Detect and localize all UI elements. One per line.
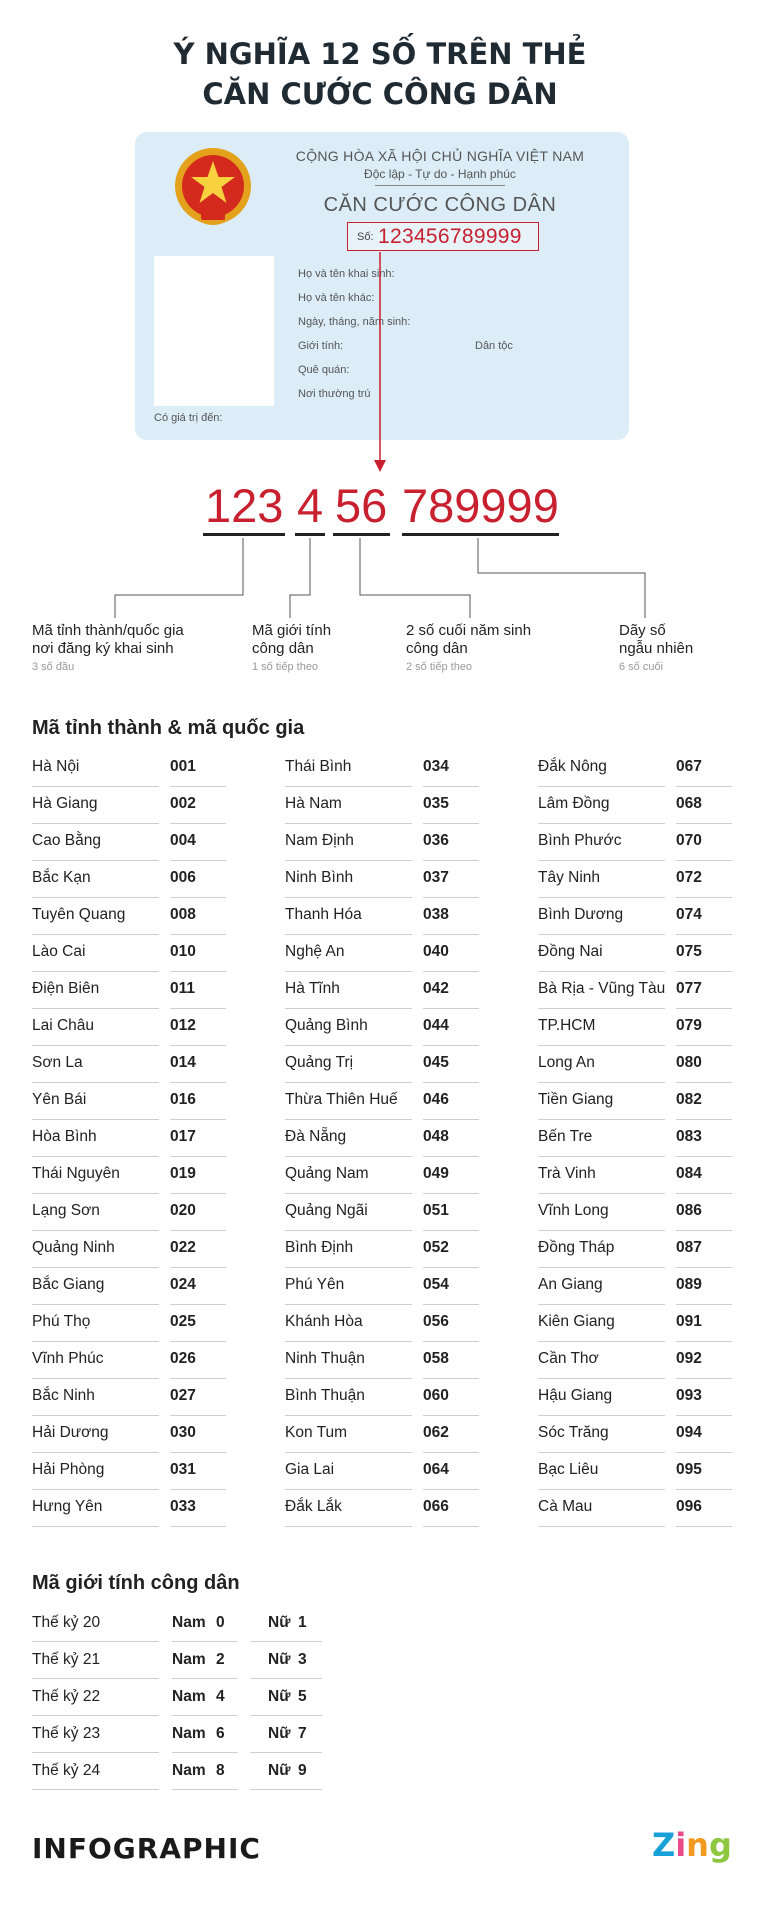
province-name: Hà Nam xyxy=(285,795,342,812)
province-code: 072 xyxy=(676,869,702,886)
province-row xyxy=(32,1342,226,1379)
province-code: 016 xyxy=(170,1091,196,1108)
male-label: Nam xyxy=(172,1688,206,1705)
digits-random: 789999 xyxy=(402,479,559,532)
national-emblem-icon xyxy=(171,144,255,236)
title-line-2: CĂN CƯỚC CÔNG DÂN xyxy=(202,77,558,111)
province-name: Lâm Đồng xyxy=(538,795,610,812)
province-name: Bình Phước xyxy=(538,832,622,849)
province-row xyxy=(538,1379,732,1416)
label-birth-year-line2: công dân xyxy=(406,640,468,657)
province-name: Tiền Giang xyxy=(538,1091,614,1108)
province-code: 051 xyxy=(423,1202,449,1219)
province-row xyxy=(32,898,226,935)
province-row xyxy=(32,1120,226,1157)
province-row xyxy=(538,935,732,972)
province-code: 082 xyxy=(676,1091,702,1108)
underline-province xyxy=(203,533,285,536)
province-code: 049 xyxy=(423,1165,449,1182)
row-divider xyxy=(423,1526,479,1527)
province-name: Quảng Bình xyxy=(285,1017,368,1034)
province-name: Thái Bình xyxy=(285,758,352,775)
province-name: Bà Rịa - Vũng Tàu xyxy=(538,980,666,997)
province-row xyxy=(285,1490,479,1527)
male-code: 6 xyxy=(216,1725,225,1742)
province-code: 064 xyxy=(423,1461,449,1478)
province-row xyxy=(285,861,479,898)
province-name: Sơn La xyxy=(32,1054,83,1071)
connector-1 xyxy=(115,538,243,618)
row-divider xyxy=(538,1526,665,1527)
province-code: 022 xyxy=(170,1239,196,1256)
province-row xyxy=(538,1083,732,1120)
province-name: Bình Dương xyxy=(538,906,624,923)
province-name: Thanh Hóa xyxy=(285,906,362,923)
province-row xyxy=(32,1046,226,1083)
province-row xyxy=(32,972,226,1009)
province-name: Khánh Hòa xyxy=(285,1313,363,1330)
province-code: 042 xyxy=(423,980,449,997)
province-name: Ninh Bình xyxy=(285,869,354,886)
field-other-name: Họ và tên khác: xyxy=(298,292,375,304)
province-code: 020 xyxy=(170,1202,196,1219)
province-code: 056 xyxy=(423,1313,449,1330)
century-label: Thế kỷ 21 xyxy=(32,1651,101,1668)
field-expiry: Có giá trị đến: xyxy=(154,412,223,424)
province-code: 024 xyxy=(170,1276,196,1293)
province-row xyxy=(285,1453,479,1490)
gender-section-title: Mã giới tính công dân xyxy=(32,1572,240,1594)
province-row xyxy=(32,861,226,898)
gender-row xyxy=(32,1679,352,1716)
province-name: Hưng Yên xyxy=(32,1498,103,1515)
province-name: Long An xyxy=(538,1054,595,1071)
field-full-name: Họ và tên khai sinh: xyxy=(298,268,395,280)
province-name: Yên Bái xyxy=(32,1091,87,1108)
province-name: Hải Dương xyxy=(32,1424,109,1441)
province-name: Thái Nguyên xyxy=(32,1165,120,1182)
zing-logo-g: g xyxy=(708,1826,732,1864)
female-label: Nữ xyxy=(268,1614,291,1631)
province-code: 089 xyxy=(676,1276,702,1293)
province-row xyxy=(32,1194,226,1231)
province-row xyxy=(285,750,479,787)
province-code: 030 xyxy=(170,1424,196,1441)
province-code: 031 xyxy=(170,1461,196,1478)
zing-logo-z: Z xyxy=(652,1826,676,1864)
province-row xyxy=(32,1231,226,1268)
province-code: 091 xyxy=(676,1313,702,1330)
province-code: 070 xyxy=(676,832,702,849)
province-name: Cà Mau xyxy=(538,1498,593,1515)
province-name: An Giang xyxy=(538,1276,603,1293)
female-code: 7 xyxy=(298,1725,307,1742)
card-number-label: Số: xyxy=(357,231,374,243)
province-code: 052 xyxy=(423,1239,449,1256)
label-gender xyxy=(252,622,392,674)
province-name: Bình Định xyxy=(285,1239,354,1256)
province-code: 066 xyxy=(423,1498,449,1515)
province-row xyxy=(285,1268,479,1305)
label-random-line1: Dãy số xyxy=(619,622,666,639)
province-code: 096 xyxy=(676,1498,702,1515)
row-divider xyxy=(285,1526,412,1527)
province-name: Vĩnh Long xyxy=(538,1202,609,1219)
province-name: Hậu Giang xyxy=(538,1387,613,1404)
province-code: 084 xyxy=(676,1165,702,1182)
digits-gender: 4 xyxy=(297,479,324,532)
province-code: 095 xyxy=(676,1461,702,1478)
underline-birth-year xyxy=(333,533,390,536)
province-code: 040 xyxy=(423,943,449,960)
province-code: 014 xyxy=(170,1054,196,1071)
label-province-sub: 3 số đầu xyxy=(32,661,75,673)
province-row xyxy=(285,1046,479,1083)
male-code: 2 xyxy=(216,1651,225,1668)
female-code: 9 xyxy=(298,1762,307,1779)
province-name: Hà Nội xyxy=(32,758,80,775)
province-row xyxy=(285,1009,479,1046)
century-label: Thế kỷ 24 xyxy=(32,1762,101,1779)
province-row xyxy=(538,1342,732,1379)
male-code: 0 xyxy=(216,1614,225,1631)
label-gender-line1: Mã giới tính xyxy=(252,622,332,639)
province-row xyxy=(285,935,479,972)
province-code: 060 xyxy=(423,1387,449,1404)
province-code: 074 xyxy=(676,906,702,923)
province-code: 080 xyxy=(676,1054,702,1071)
province-name: Lào Cai xyxy=(32,943,86,960)
province-row xyxy=(538,1046,732,1083)
province-row xyxy=(285,1157,479,1194)
province-code: 036 xyxy=(423,832,449,849)
card-number-value: 123456789999 xyxy=(378,225,522,248)
gender-row xyxy=(32,1753,352,1790)
province-name: Lạng Sơn xyxy=(32,1202,100,1219)
male-label: Nam xyxy=(172,1614,206,1631)
province-name: Nam Định xyxy=(285,832,354,849)
province-row xyxy=(538,1453,732,1490)
province-name: Tây Ninh xyxy=(538,869,601,886)
province-code: 008 xyxy=(170,906,196,923)
province-row xyxy=(285,1120,479,1157)
province-name: Bắc Kạn xyxy=(32,869,91,886)
province-name: TP.HCM xyxy=(538,1017,596,1034)
province-code: 006 xyxy=(170,869,196,886)
province-code: 038 xyxy=(423,906,449,923)
label-random xyxy=(619,622,739,674)
province-code: 027 xyxy=(170,1387,196,1404)
female-label: Nữ xyxy=(268,1688,291,1705)
province-row xyxy=(538,1305,732,1342)
province-row xyxy=(32,1083,226,1120)
province-row xyxy=(285,1194,479,1231)
province-row xyxy=(285,824,479,861)
province-row xyxy=(538,1416,732,1453)
province-name: Vĩnh Phúc xyxy=(32,1350,104,1367)
photo-placeholder xyxy=(154,256,274,406)
label-province xyxy=(32,622,222,674)
province-name: Quảng Ninh xyxy=(32,1239,115,1256)
province-code: 086 xyxy=(676,1202,702,1219)
label-random-sub: 6 số cuối xyxy=(619,661,664,673)
label-birth-year-line1: 2 số cuối năm sinh xyxy=(406,622,532,639)
province-row xyxy=(285,1231,479,1268)
province-row xyxy=(32,824,226,861)
province-row xyxy=(32,1416,226,1453)
province-name: Hà Tĩnh xyxy=(285,980,340,997)
province-row xyxy=(538,1268,732,1305)
province-code: 077 xyxy=(676,980,702,997)
underline-gender xyxy=(295,533,325,536)
province-name: Quảng Trị xyxy=(285,1054,354,1071)
female-code: 1 xyxy=(298,1614,307,1631)
province-row xyxy=(32,1305,226,1342)
province-name: Hà Giang xyxy=(32,795,98,812)
province-code: 025 xyxy=(170,1313,196,1330)
row-divider xyxy=(32,1789,159,1790)
female-code: 5 xyxy=(298,1688,307,1705)
province-code: 045 xyxy=(423,1054,449,1071)
province-name: Phú Yên xyxy=(285,1276,345,1293)
province-name: Bắc Ninh xyxy=(32,1387,95,1404)
province-code: 087 xyxy=(676,1239,702,1256)
field-dob: Ngày, tháng, năm sinh: xyxy=(298,316,411,328)
province-code: 037 xyxy=(423,869,449,886)
field-ethnicity: Dân tộc xyxy=(475,340,513,352)
province-name: Bình Thuận xyxy=(285,1387,365,1404)
label-province-line1: Mã tỉnh thành/quốc gia xyxy=(32,622,184,639)
province-name: Ninh Thuận xyxy=(285,1350,365,1367)
male-code: 4 xyxy=(216,1688,225,1705)
century-label: Thế kỷ 20 xyxy=(32,1614,101,1631)
province-code: 092 xyxy=(676,1350,702,1367)
province-row xyxy=(32,1157,226,1194)
province-code: 058 xyxy=(423,1350,449,1367)
label-random-line2: ngẫu nhiên xyxy=(619,640,694,657)
province-name: Bến Tre xyxy=(538,1128,593,1145)
province-name: Gia Lai xyxy=(285,1461,335,1478)
field-gender: Giới tính: xyxy=(298,340,344,352)
province-name: Lai Châu xyxy=(32,1017,95,1034)
province-row xyxy=(538,1490,732,1527)
province-name: Quảng Ngãi xyxy=(285,1202,368,1219)
female-label: Nữ xyxy=(268,1725,291,1742)
province-row xyxy=(32,1268,226,1305)
province-name: Trà Vinh xyxy=(538,1165,596,1182)
province-row xyxy=(32,750,226,787)
province-name: Đà Nẵng xyxy=(285,1128,347,1145)
province-code: 033 xyxy=(170,1498,196,1515)
province-row xyxy=(285,972,479,1009)
label-birth-year xyxy=(406,622,566,674)
row-divider xyxy=(676,1526,732,1527)
province-code: 034 xyxy=(423,758,449,775)
province-code: 062 xyxy=(423,1424,449,1441)
province-row xyxy=(285,1342,479,1379)
card-motto: Độc lập - Tự do - Hạnh phúc xyxy=(364,167,516,181)
male-code: 8 xyxy=(216,1762,225,1779)
province-name: Sóc Trăng xyxy=(538,1424,609,1441)
row-divider xyxy=(170,1526,226,1527)
province-code: 035 xyxy=(423,795,449,812)
province-row xyxy=(285,1416,479,1453)
underline-random xyxy=(402,533,559,536)
province-row xyxy=(538,1157,732,1194)
male-label: Nam xyxy=(172,1651,206,1668)
province-row xyxy=(538,1194,732,1231)
province-code: 075 xyxy=(676,943,702,960)
province-row xyxy=(538,898,732,935)
province-code: 017 xyxy=(170,1128,196,1145)
province-code: 094 xyxy=(676,1424,702,1441)
zing-logo-i: i xyxy=(675,1826,687,1864)
province-code: 002 xyxy=(170,795,196,812)
province-row xyxy=(32,787,226,824)
row-divider xyxy=(250,1789,322,1790)
province-code: 054 xyxy=(423,1276,449,1293)
gender-row xyxy=(32,1642,352,1679)
province-code: 012 xyxy=(170,1017,196,1034)
connector-4 xyxy=(478,538,645,618)
province-name: Đắk Lắk xyxy=(285,1498,342,1515)
label-birth-year-sub: 2 số tiếp theo xyxy=(406,661,473,673)
province-code: 046 xyxy=(423,1091,449,1108)
province-name: Điện Biên xyxy=(32,980,100,997)
province-code: 026 xyxy=(170,1350,196,1367)
province-code: 083 xyxy=(676,1128,702,1145)
province-row xyxy=(538,861,732,898)
province-code: 048 xyxy=(423,1128,449,1145)
province-name: Đắk Nông xyxy=(538,758,607,775)
province-code: 079 xyxy=(676,1017,702,1034)
province-row xyxy=(32,935,226,972)
province-name: Cần Thơ xyxy=(538,1350,599,1367)
female-label: Nữ xyxy=(268,1762,291,1779)
province-name: Kiên Giang xyxy=(538,1313,615,1330)
province-name: Đồng Tháp xyxy=(538,1239,615,1256)
male-label: Nam xyxy=(172,1762,206,1779)
province-name: Bắc Giang xyxy=(32,1276,105,1293)
province-name: Tuyên Quang xyxy=(32,906,126,923)
province-row xyxy=(538,1231,732,1268)
field-residence: Nơi thường trú xyxy=(298,388,371,400)
province-code: 001 xyxy=(170,758,196,775)
field-hometown: Quê quán: xyxy=(298,364,350,376)
province-row xyxy=(32,1490,226,1527)
gender-row xyxy=(32,1716,352,1753)
province-row xyxy=(538,1009,732,1046)
label-province-line2: nơi đăng ký khai sinh xyxy=(32,640,174,657)
zing-logo-n: n xyxy=(686,1826,709,1864)
province-row xyxy=(538,824,732,861)
connector-2 xyxy=(290,538,310,618)
province-code: 011 xyxy=(170,980,196,997)
province-code: 067 xyxy=(676,758,702,775)
female-code: 3 xyxy=(298,1651,307,1668)
title-line-1: Ý NGHĨA 12 SỐ TRÊN THẺ xyxy=(173,37,587,71)
province-row xyxy=(285,898,479,935)
province-row xyxy=(32,1009,226,1046)
male-label: Nam xyxy=(172,1725,206,1742)
footer-infographic-label: INFOGRAPHIC xyxy=(32,1832,261,1865)
province-row xyxy=(538,972,732,1009)
province-name: Nghệ An xyxy=(285,943,345,960)
province-name: Phú Thọ xyxy=(32,1313,91,1330)
province-code: 093 xyxy=(676,1387,702,1404)
motto-divider xyxy=(375,185,505,186)
province-name: Cao Bằng xyxy=(32,832,101,849)
province-row xyxy=(538,750,732,787)
province-code: 019 xyxy=(170,1165,196,1182)
province-code: 068 xyxy=(676,795,702,812)
province-row xyxy=(285,787,479,824)
id-card xyxy=(135,132,629,440)
province-name: Đồng Nai xyxy=(538,943,603,960)
card-name: CĂN CƯỚC CÔNG DÂN xyxy=(323,194,557,216)
province-row xyxy=(285,1083,479,1120)
female-label: Nữ xyxy=(268,1651,291,1668)
province-name: Thừa Thiên Huế xyxy=(285,1091,398,1108)
card-country-name: CỘNG HÒA XÃ HỘI CHỦ NGHĨA VIỆT NAM xyxy=(295,148,585,164)
province-row xyxy=(285,1379,479,1416)
label-gender-sub: 1 số tiếp theo xyxy=(252,661,319,673)
province-name: Bạc Liêu xyxy=(538,1461,599,1478)
province-row xyxy=(32,1379,226,1416)
digits-province: 123 xyxy=(205,479,284,532)
province-row xyxy=(285,1305,479,1342)
century-label: Thế kỷ 23 xyxy=(32,1725,101,1742)
province-row xyxy=(32,1453,226,1490)
province-name: Hòa Bình xyxy=(32,1128,97,1145)
arrow-head-icon xyxy=(374,460,386,472)
row-divider xyxy=(32,1526,159,1527)
province-code: 044 xyxy=(423,1017,449,1034)
province-name: Kon Tum xyxy=(285,1424,348,1441)
row-divider xyxy=(172,1789,238,1790)
zing-logo xyxy=(652,1826,732,1864)
province-code: 010 xyxy=(170,943,196,960)
connector-3 xyxy=(360,538,470,618)
province-section-title: Mã tỉnh thành & mã quốc gia xyxy=(32,717,305,739)
province-name: Quảng Nam xyxy=(285,1165,369,1182)
province-row xyxy=(538,787,732,824)
century-label: Thế kỷ 22 xyxy=(32,1688,101,1705)
label-gender-line2: công dân xyxy=(252,640,314,657)
card-number-box xyxy=(347,222,539,251)
gender-row xyxy=(32,1605,352,1642)
page-title xyxy=(0,34,760,114)
province-name: Hải Phòng xyxy=(32,1461,105,1478)
digits-birth-year: 56 xyxy=(335,479,388,532)
province-row xyxy=(538,1120,732,1157)
province-code: 004 xyxy=(170,832,196,849)
